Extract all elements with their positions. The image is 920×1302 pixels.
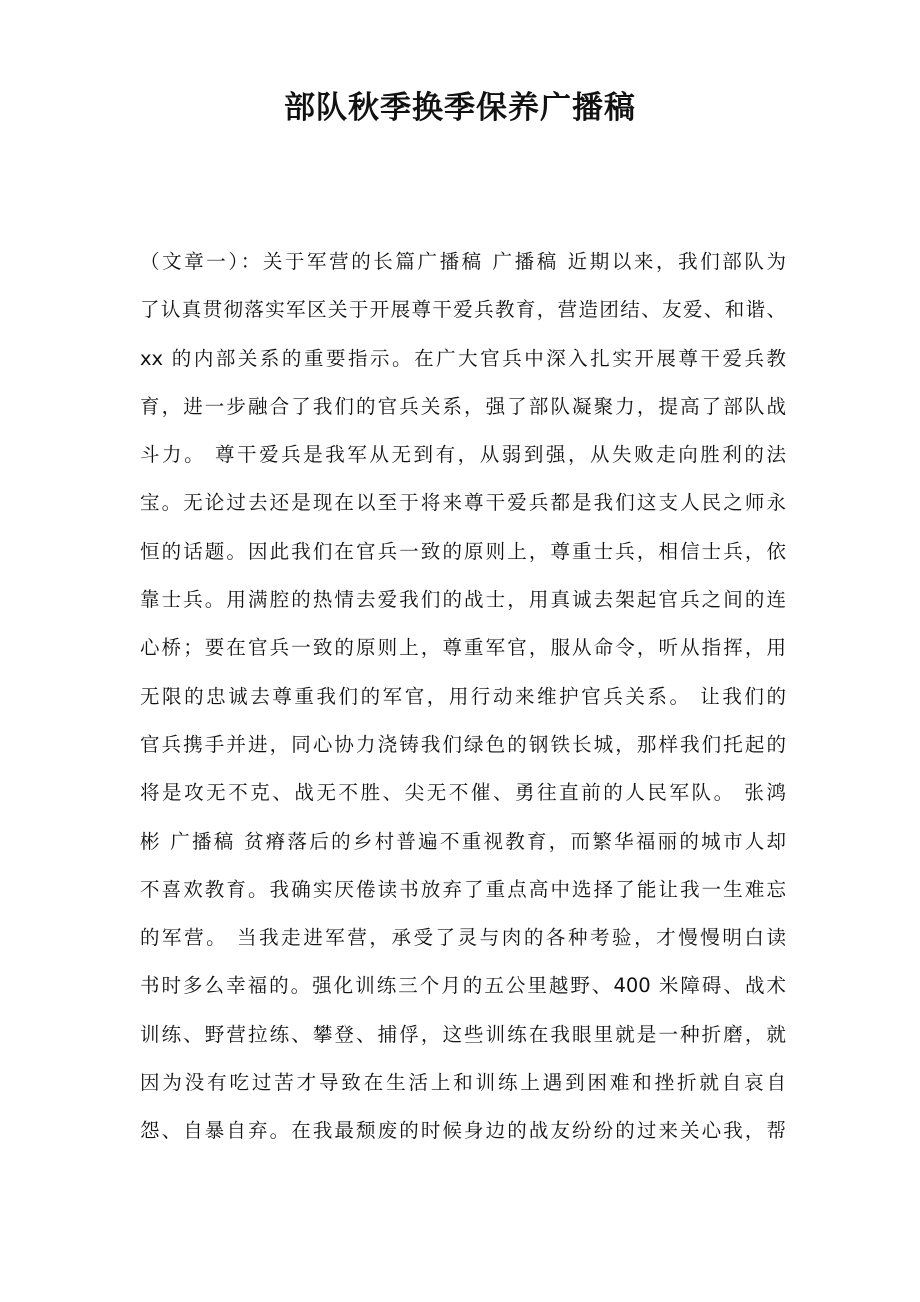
paragraph-line: 靠士兵。用满腔的热情去爱我们的战士，用真诚去架起官兵之间的连 [140,588,786,612]
paragraph-line: 心桥；要在官兵一致的原则上，尊重军官，服从命令，听从指挥，用 [140,636,786,660]
paragraph-line: 将是攻无不克、战无不胜、尖无不催、勇往直前的人民军队。 张鸿 [140,781,786,805]
paragraph-line: 因为没有吃过苦才导致在生活上和训练上遇到困难和挫折就自哀自 [140,1071,786,1095]
paragraph-line: 恒的话题。因此我们在官兵一致的原则上，尊重士兵，相信士兵，依 [140,539,786,563]
paragraph-line: 训练、野营拉练、攀登、捕俘，这些训练在我眼里就是一种折磨，就 [140,1022,786,1046]
paragraph-line: 怨、自暴自弃。在我最颓废的时候身边的战友纷纷的过来关心我，帮 [140,1119,786,1143]
paragraph-line: 斗力。 尊干爱兵是我军从无到有，从弱到强，从失败走向胜利的法 [140,443,786,467]
paragraph-line: 彬 广播稿 贫瘠落后的乡村普遍不重视教育，而繁华福丽的城市人却 [140,829,786,853]
paragraph-line: 不喜欢教育。我确实厌倦读书放弃了重点高中选择了能让我一生难忘 [140,877,786,901]
paragraph-line: 官兵携手并进，同心协力浇铸我们绿色的钢铁长城，那样我们托起的 [140,732,786,756]
paragraph-line: （文章一）：关于军营的长篇广播稿 广播稿 近期以来，我们部队为 [140,250,786,273]
paragraph-line: 的军营。 当我走进军营，承受了灵与肉的各种考验，才慢慢明白读 [140,926,786,950]
paragraph-line: 书时多么幸福的。强化训练三个月的五公里越野、400 米障碍、战术 [140,974,786,998]
paragraph-line: xx 的内部关系的重要指示。在广大官兵中深入扎实开展尊干爱兵教 [140,346,786,370]
paragraph-line: 了认真贯彻落实军区关于开展尊干爱兵教育，营造团结、友爱、和谐、 [140,298,786,322]
document-title: 部队秋季换季保养广播稿 [284,90,636,126]
paragraph-line: 育，进一步融合了我们的官兵关系，强了部队凝聚力，提高了部队战 [140,394,786,418]
paragraph-line: 无限的忠诚去尊重我们的军官，用行动来维护官兵关系。 让我们的 [140,684,786,708]
document-body [140,245,786,1163]
paragraph-line: 宝。无论过去还是现在以至于将来尊干爱兵都是我们这支人民之师永 [140,491,786,515]
